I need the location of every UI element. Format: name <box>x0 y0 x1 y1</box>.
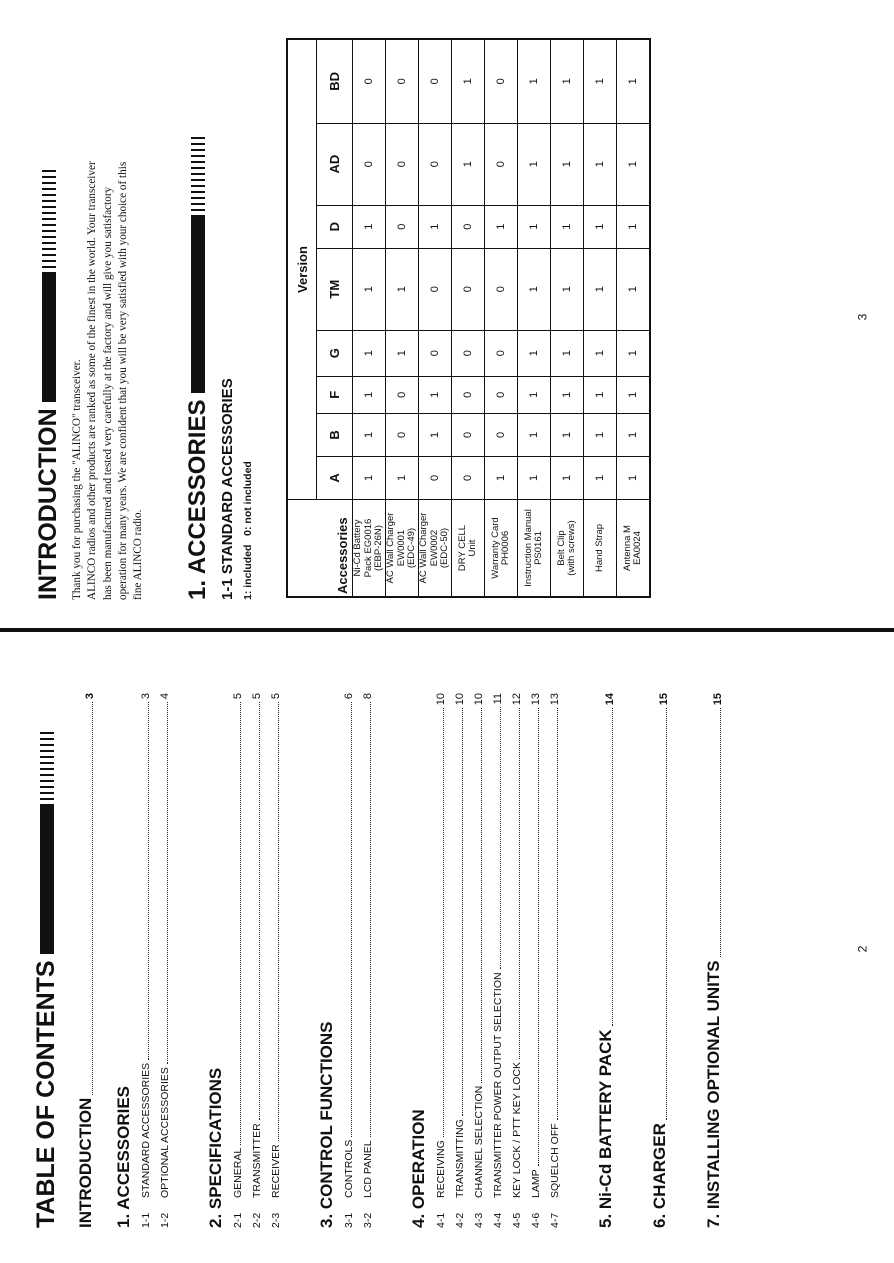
accessory-name-line: PS0161 <box>533 531 544 565</box>
table-cell: 1 <box>584 456 617 499</box>
table-cell: 1 <box>419 413 452 456</box>
table-cell: 1 <box>353 330 386 376</box>
toc-subsection-label: STANDARD ACCESSORIES <box>140 1062 152 1198</box>
toc-section-label: INTRODUCTION <box>76 1097 95 1228</box>
leader-dots <box>462 708 463 1116</box>
table-cell: 1 <box>452 123 485 205</box>
accessories-heading <box>184 137 212 601</box>
table-cell: 0 <box>353 123 386 205</box>
title-bar-decoration <box>191 216 205 394</box>
toc-section-label: 1. ACCESSORIES <box>114 1085 133 1228</box>
table-cell: 0 <box>419 248 452 330</box>
leader-dots <box>167 702 168 1064</box>
table-cell: 1 <box>584 39 617 123</box>
toc-subsection-number: 3-2 <box>362 1212 374 1228</box>
toc-page-ref: 5 <box>232 693 244 700</box>
table-cell: 1 <box>386 456 419 499</box>
toc-subsection-number: 3-1 <box>343 1212 355 1228</box>
toc-subsection-number: 4-2 <box>454 1212 466 1228</box>
table-cell: 1 <box>617 205 651 248</box>
toc-subsection <box>492 693 504 1228</box>
table-cell: 1 <box>551 330 584 376</box>
table-cell: 1 <box>617 456 651 499</box>
table-cell: 0 <box>386 39 419 123</box>
leader-dots <box>92 702 93 1095</box>
toc-page <box>22 688 724 1228</box>
toc-page-ref: 13 <box>530 693 542 706</box>
accessory-name-line: AC Wall Charger <box>385 512 397 584</box>
accessory-name-line: Antenna M <box>621 525 633 571</box>
table-cell: 1 <box>551 413 584 456</box>
accessory-name-line: (with screws) <box>566 520 577 576</box>
version-column-header: A <box>317 456 353 499</box>
accessory-name-line: Hand Strap <box>593 523 605 573</box>
table-row <box>551 39 584 597</box>
table-cell: 0 <box>452 330 485 376</box>
leader-dots <box>519 708 520 1059</box>
version-column-header: G <box>317 330 353 376</box>
accessory-name-cell <box>386 500 419 598</box>
toc-subsection <box>549 693 561 1228</box>
table-cell: 1 <box>584 330 617 376</box>
toc-subsection-label: TRANSMITTING <box>454 1119 466 1198</box>
toc-section <box>317 693 337 1228</box>
accessory-name-line: PH0006 <box>500 530 511 566</box>
accessory-name-line: Warranty Card <box>489 517 501 579</box>
table-cell: 1 <box>485 456 518 499</box>
toc-subsection-number: 4-6 <box>530 1212 542 1228</box>
toc-subsection <box>232 693 244 1228</box>
table-cell: 0 <box>485 123 518 205</box>
title-bar-decoration <box>40 804 54 954</box>
table-corner-header: Accessories <box>287 500 353 598</box>
table-cell: 1 <box>617 123 651 205</box>
toc-section-label: 6. CHARGER <box>650 1123 669 1228</box>
accessory-name-cell <box>551 500 584 598</box>
toc-subsection-number: 4-3 <box>473 1212 485 1228</box>
accessory-name-line: Ni-Cd Battery <box>352 519 364 577</box>
toc-subsection-label: LAMP <box>530 1169 542 1198</box>
intro-page <box>34 30 794 600</box>
table-cell: 1 <box>518 330 551 376</box>
table-legend: 1: included 0: not included <box>242 461 254 600</box>
leader-dots <box>720 708 721 957</box>
toc-section <box>704 693 724 1228</box>
toc-page-ref: 4 <box>159 693 171 700</box>
table-cell: 0 <box>419 123 452 205</box>
leader-dots <box>259 702 260 1120</box>
accessory-name-line: Pack EG0016 <box>362 518 374 578</box>
title-ticks-decoration <box>40 730 54 800</box>
toc-subsection-label: CONTROLS <box>343 1139 355 1198</box>
toc-page-ref: 11 <box>492 693 504 705</box>
table-cell: 1 <box>551 248 584 330</box>
accessory-name-cell <box>452 500 485 598</box>
table-cell: 1 <box>353 413 386 456</box>
table-cell: 1 <box>452 39 485 123</box>
table-cell: 0 <box>419 456 452 499</box>
toc-subsection-number: 2-2 <box>251 1212 263 1228</box>
version-column-header: AD <box>317 123 353 205</box>
version-column-header: TM <box>317 248 353 330</box>
intro-paragraph <box>70 25 146 600</box>
table-cell: 1 <box>518 413 551 456</box>
table-cell: 0 <box>386 205 419 248</box>
toc-subsection-label: TRANSMITTER <box>251 1123 263 1198</box>
table-cell: 1 <box>551 205 584 248</box>
toc-subsection <box>530 693 542 1228</box>
table-cell: 0 <box>386 123 419 205</box>
toc-section-label: 3. CONTROL FUNCTIONS <box>317 1021 336 1228</box>
table-cell: 0 <box>386 413 419 456</box>
toc-page-ref: 15 <box>658 693 670 706</box>
toc-page-ref: 10 <box>454 693 466 706</box>
accessory-name-line: EA0024 <box>632 531 643 565</box>
toc-subsection-number: 4-4 <box>492 1212 504 1228</box>
toc-section-label: 5. Ni-Cd BATTERY PACK <box>596 1029 615 1228</box>
table-cell: 0 <box>485 330 518 376</box>
table-row <box>452 39 485 597</box>
table-cell: 1 <box>353 376 386 413</box>
table-row <box>386 39 419 597</box>
table-cell: 1 <box>386 330 419 376</box>
toc-subsection <box>362 693 374 1228</box>
accessory-name-line: Unit <box>467 539 478 557</box>
toc-page-ref: 5 <box>270 693 282 700</box>
toc-subsection <box>140 693 152 1228</box>
title-ticks-decoration <box>191 137 205 212</box>
table-cell: 0 <box>452 376 485 413</box>
table-cell: 0 <box>419 39 452 123</box>
table-cell: 0 <box>419 330 452 376</box>
table-cell: 1 <box>353 205 386 248</box>
toc-subsection <box>251 693 263 1228</box>
intro-line: operation for many years. We are confident that you will be very satisfied with your choice of this <box>116 161 129 600</box>
accessory-name-line: EW0002 <box>428 529 440 567</box>
toc-subsection-label: GENERAL <box>232 1147 244 1198</box>
table-cell: 1 <box>584 123 617 205</box>
accessory-name-line: Belt Clip <box>555 530 567 566</box>
toc-section <box>76 693 96 1228</box>
accessories-title: 1. ACCESSORIES <box>184 399 211 600</box>
toc-page-ref: 14 <box>604 693 616 706</box>
leader-dots <box>278 702 279 1141</box>
toc-subsection-number: 4-5 <box>511 1212 523 1228</box>
toc-title <box>32 730 61 1228</box>
leader-dots <box>443 708 444 1137</box>
toc-page-ref: 15 <box>712 693 724 706</box>
table-cell: 1 <box>518 456 551 499</box>
accessory-name-cell <box>584 500 617 598</box>
toc-subsection <box>343 693 355 1228</box>
accessory-name-cell <box>485 500 518 598</box>
toc-subsection-label: RECEIVER <box>270 1144 282 1198</box>
title-ticks-decoration <box>42 168 56 268</box>
toc-subsection <box>454 693 466 1228</box>
accessory-name-cell <box>518 500 551 598</box>
title-bar-decoration <box>42 272 56 402</box>
leader-dots <box>148 702 149 1060</box>
toc-subsection <box>511 693 523 1228</box>
table-cell: 1 <box>584 376 617 413</box>
toc-title-text: TABLE OF CONTENTS <box>32 960 60 1228</box>
toc-subsection-number: 1-1 <box>140 1212 152 1228</box>
table-cell: 0 <box>452 413 485 456</box>
intro-title-text: INTRODUCTION <box>34 408 62 600</box>
table-cell: 0 <box>386 376 419 413</box>
table-cell: 1 <box>518 205 551 248</box>
table-cell: 1 <box>617 376 651 413</box>
accessory-name-cell <box>419 500 452 598</box>
leader-dots <box>666 708 667 1120</box>
table-cell: 0 <box>485 39 518 123</box>
table-cell: 1 <box>518 248 551 330</box>
toc-section-label: 2. SPECIFICATIONS <box>206 1067 225 1228</box>
intro-page-number: 3 <box>855 313 870 321</box>
table-cell: 0 <box>485 376 518 413</box>
table-cell: 0 <box>485 248 518 330</box>
toc-page-ref: 5 <box>251 693 263 700</box>
toc-subsection-number: 2-3 <box>270 1212 282 1228</box>
toc-subsection <box>473 693 485 1228</box>
toc-page-ref: 3 <box>140 693 152 700</box>
accessory-name-line: Instruction Manual <box>522 509 534 587</box>
leader-dots <box>538 708 539 1166</box>
accessory-name-line: AC Wall Charger <box>418 512 430 584</box>
intro-line: Thank you for purchasing the "ALINCO" transceiver. <box>71 359 83 600</box>
accessory-name-cell <box>617 500 651 598</box>
leader-dots <box>481 708 482 1083</box>
leader-dots <box>240 702 241 1145</box>
table-cell: 1 <box>617 330 651 376</box>
table-cell: 1 <box>386 248 419 330</box>
toc-subsection-label: SQUELCH OFF <box>549 1123 561 1198</box>
toc-section-label: 7. INSTALLING OPTIONAL UNITS <box>704 960 723 1228</box>
toc-subsection-label: CHANNEL SELECTION <box>473 1085 485 1198</box>
table-cell: 1 <box>617 39 651 123</box>
toc-subsection-number: 1-2 <box>159 1212 171 1228</box>
intro-line: fine ALINCO radio. <box>132 509 145 600</box>
toc-subsection-label: TRANSMITTER POWER OUTPUT SELECTION <box>492 972 504 1198</box>
accessory-name-line: (EBP-26N) <box>373 525 385 571</box>
version-column-header: B <box>317 413 353 456</box>
toc-page-number: 2 <box>855 945 870 953</box>
table-cell: 1 <box>584 413 617 456</box>
accessory-name-cell <box>353 500 386 598</box>
table-cell: 1 <box>617 413 651 456</box>
toc-section <box>650 693 670 1228</box>
accessory-name-line: EW0001 <box>395 529 407 567</box>
toc-subsection-label: RECEIVING <box>435 1140 447 1198</box>
accessories-table <box>286 38 651 598</box>
table-cell: 0 <box>452 456 485 499</box>
table-cell: 0 <box>353 39 386 123</box>
accessory-name-line: DRY CELL <box>456 524 468 572</box>
toc-subsection <box>435 693 447 1228</box>
table-row <box>353 39 386 597</box>
leader-dots <box>612 708 613 1026</box>
toc-subsection-label: LCD PANEL <box>362 1140 374 1198</box>
table-cell: 1 <box>617 248 651 330</box>
table-row <box>419 39 452 597</box>
table-cell: 1 <box>353 456 386 499</box>
toc-subsection-number: 2-1 <box>232 1212 244 1228</box>
version-column-header: F <box>317 376 353 413</box>
intro-line: ALINCO radios and other products are ranked as some of the finest in the world. Your transceiver <box>86 161 99 600</box>
table-cell: 1 <box>551 456 584 499</box>
accessory-name-line: (EDC-49) <box>406 527 418 569</box>
page-divider <box>0 628 894 632</box>
table-cell: 1 <box>353 248 386 330</box>
table-row <box>617 39 651 597</box>
table-cell: 0 <box>485 413 518 456</box>
version-column-header: D <box>317 205 353 248</box>
table-cell: 1 <box>518 376 551 413</box>
toc-subsection <box>159 693 171 1228</box>
toc-page-ref: 6 <box>343 693 355 700</box>
toc-subsection <box>270 693 282 1228</box>
table-cell: 1 <box>584 205 617 248</box>
toc-subsection-number: 4-7 <box>549 1212 561 1228</box>
table-cell: 0 <box>452 205 485 248</box>
toc-page-ref: 8 <box>362 693 374 700</box>
table-cell: 1 <box>518 39 551 123</box>
toc-subsection-label: KEY LOCK / PTT KEY LOCK <box>511 1062 523 1198</box>
toc-subsection-number: 4-1 <box>435 1212 447 1228</box>
table-cell: 0 <box>452 248 485 330</box>
table-cell: 1 <box>419 205 452 248</box>
version-header: Version <box>287 39 317 500</box>
toc-page-ref: 3 <box>84 693 96 700</box>
table-row <box>518 39 551 597</box>
toc-section-label: 4. OPERATION <box>409 1109 428 1228</box>
toc-section <box>409 693 429 1228</box>
leader-dots <box>351 702 352 1137</box>
accessory-name-line: (EDC-50) <box>439 527 451 569</box>
leader-dots <box>500 707 501 969</box>
toc-page-ref: 12 <box>511 693 523 706</box>
intro-line: has been manufactured and tested very carefully at the factory and will give you satisfactory <box>101 186 114 600</box>
table-cell: 1 <box>584 248 617 330</box>
table-row <box>485 39 518 597</box>
table-cell: 1 <box>518 123 551 205</box>
table-row <box>584 39 617 597</box>
toc-page-ref: 10 <box>473 693 485 706</box>
toc-page-ref: 10 <box>435 693 447 706</box>
table-cell: 1 <box>485 205 518 248</box>
table-cell: 1 <box>419 376 452 413</box>
version-column-header: BD <box>317 39 353 123</box>
leader-dots <box>370 702 371 1137</box>
toc-section <box>206 693 226 1228</box>
table-cell: 1 <box>551 376 584 413</box>
toc-subsection-label: OPTIONAL ACCESSORIES <box>159 1067 171 1198</box>
leader-dots <box>557 708 558 1120</box>
toc-page-ref: 13 <box>549 693 561 706</box>
standard-accessories-title: 1-1 STANDARD ACCESSORIES <box>219 378 236 600</box>
table-cell: 1 <box>551 123 584 205</box>
toc-section <box>596 693 616 1228</box>
intro-title <box>34 168 63 600</box>
toc-section <box>114 693 134 1228</box>
table-cell: 1 <box>551 39 584 123</box>
